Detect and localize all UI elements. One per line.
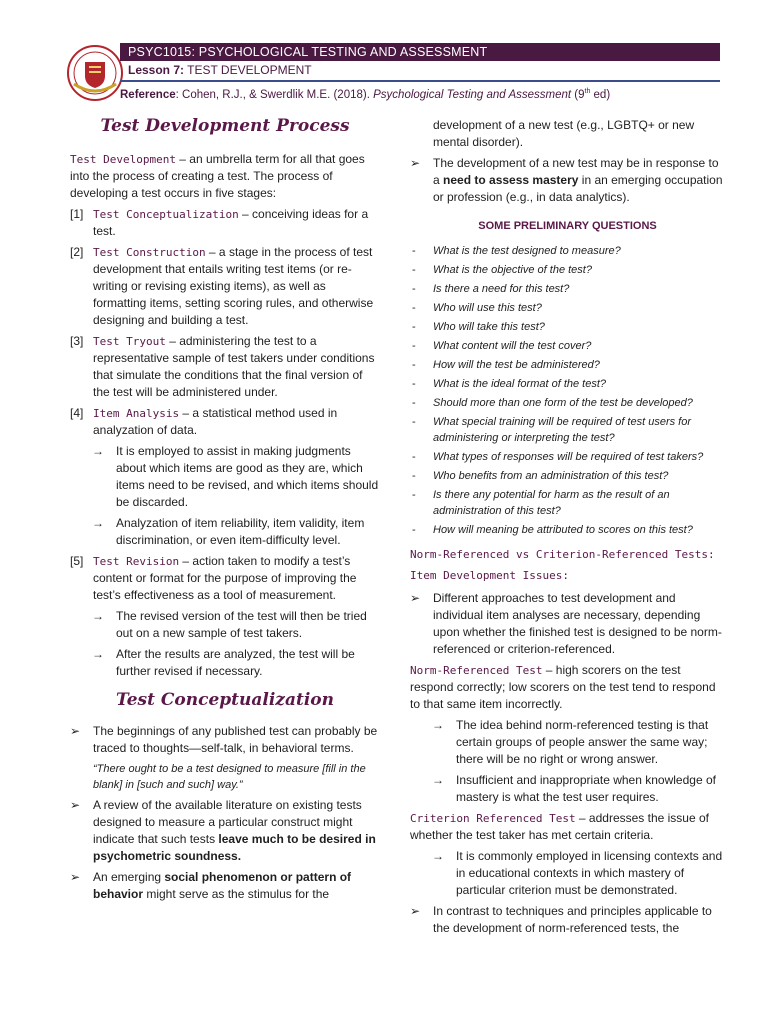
left-column [70,110,380,903]
stage-number: [4] [70,406,84,420]
bullet-item [410,590,725,658]
question-text: What is the ideal format of the test? [433,378,607,390]
arrow-point [70,646,380,680]
reference-edition-sup: th [584,88,591,95]
arrow-icon: → [432,773,444,787]
question-text: Should more than one form of the test be developed? [433,397,693,409]
arrow-point-text: The idea behind norm-referenced testing is that certain groups of people answer the same way; there will be no right or wrong answer. [456,718,709,766]
arrow-point [410,772,725,806]
bullet-item [70,869,380,903]
reference-edition: (9 [571,88,585,101]
continued-paragraph: development of a new test (e.g., LGBTQ+ or new mental disorder). [433,118,695,149]
dash-marker: - [412,416,416,428]
question-item [410,262,725,278]
dash-marker: - [412,264,416,276]
dash-marker: - [412,245,416,257]
stage-term: Test Conceptualization [93,208,239,221]
question-item [410,357,725,373]
dash-marker: - [412,302,416,314]
course-title-bar: PSYC1015: PSYCHOLOGICAL TESTING AND ASSESSMENT [120,43,720,61]
bullet-item [410,903,725,937]
dash-marker: - [412,340,416,352]
bullet-text: Different approaches to test development and individual item analyses are necessary, depending upon whether the finished test is designed to be norm-referenced or criterion-referenced. [433,591,722,656]
question-text: How will the test be administered? [433,359,600,371]
bullet-icon: ➢ [70,724,81,738]
header-rule [120,80,720,82]
dash-marker: - [412,359,416,371]
arrow-point [70,515,380,549]
question-text: Who will use this test? [433,302,542,314]
lesson-name: TEST DEVELOPMENT [187,63,312,77]
criterion-referenced-term: Criterion Referenced Test [410,812,576,825]
criterion-referenced-paragraph [410,810,725,844]
stage-number: [2] [70,245,84,259]
question-text: What special training will be required of test users for administering or interpreting the test? [433,416,692,444]
question-text: Is there a need for this test? [433,283,570,295]
question-item [410,376,725,392]
bullet-text: A review of the available literature on existing tests designed to measure a particular construct might indicate that such tests [93,798,362,846]
bullet-item [410,155,725,206]
question-text: What content will the test cover? [433,340,592,352]
question-item [410,414,725,446]
stage-item [70,244,380,329]
right-column [410,117,725,937]
bullet-item [70,797,380,865]
arrow-point-text: Insufficient and inappropriate when knowledge of mastery is what the test user requires. [456,773,716,804]
norm-referenced-text: – high scorers on the test respond correctly; low scorers on the test tend to respond to that same item incorrectly. [410,663,716,711]
dash-marker: - [412,321,416,333]
dash-marker: - [412,470,416,482]
section-heading-development-process: Test Development Process [100,116,350,136]
intro-paragraph [70,151,380,202]
lesson-title [128,63,312,77]
reference-authors: : Cohen, R.J., & Swerdlik M.E. (2018). [175,88,374,101]
dash-marker: - [412,451,416,463]
dash-marker: - [412,378,416,390]
stage-text: – action taken to modify a test’s content or format for the purpose of improving the test’s effectiveness as a tool of measurement. [93,554,357,602]
arrow-point [410,717,725,768]
bullet-icon: ➢ [410,156,421,170]
stage-item [70,405,380,439]
norm-referenced-term: Norm-Referenced Test [410,664,543,677]
question-item [410,300,725,316]
question-item [410,449,725,465]
question-text: Who will take this test? [433,321,545,333]
bullet-icon: ➢ [410,904,421,918]
bullet-text: In contrast to techniques and principles applicable to the development of norm-referenced tests, the [433,904,712,935]
arrow-point-text: It is employed to assist in making judgments about which items are good as they are, which items need to be revised, and which items should be discarded. [116,444,379,509]
bullet-emphasis: need to assess mastery [443,173,579,187]
question-item [410,243,725,259]
dash-marker: - [412,283,416,295]
arrow-icon: → [92,444,104,458]
dash-marker: - [412,524,416,536]
question-text: How will meaning be attributed to scores on this test? [433,524,693,536]
question-text: Is there any potential for harm as the result of an administration of this test? [433,489,670,517]
stage-text: – conceiving ideas for a test. [93,207,369,238]
stage-term: Test Tryout [93,335,166,348]
question-item [410,468,725,484]
arrow-point [70,608,380,642]
section-heading-conceptualization: Test Conceptualization [116,690,334,710]
arrow-point-text: The revised version of the test will then be tried out on a new sample of test takers. [116,609,367,640]
bullet-text: An emerging [93,870,165,884]
intro-term: Test Development [70,153,176,166]
stage-text: – administering the test to a representative sample of test takers under conditions that simulate the conditions that the final version of the test will be administered under. [93,334,375,399]
arrow-icon: → [432,849,444,863]
bullet-text-end: in an emerging occupation or profession (e.g., in data analytics). [433,173,723,204]
arrow-icon: → [92,647,104,661]
question-item [410,319,725,335]
question-text: Who benefits from an administration of this test? [433,470,669,482]
question-text: What is the objective of the test? [433,264,592,276]
stage-item [70,553,380,604]
question-item [410,338,725,354]
arrow-point-text: After the results are analyzed, the test will be further revised if necessary. [116,647,355,678]
preliminary-questions-title: SOME PRELIMINARY QUESTIONS [478,220,657,232]
reference-title: Psychological Testing and Assessment [373,88,572,101]
bullet-text-end: might serve as the stimulus for the [143,887,330,901]
stage-item [70,333,380,401]
quote-text: “There ought to be a test designed to measure [fill in the blank] in [such and such] way.” [93,763,366,791]
stage-number: [3] [70,334,84,348]
bullet-emphasis: leave much to be desired in psychometric soundness. [93,832,376,863]
dash-marker: - [412,489,416,501]
norm-referenced-paragraph [410,662,725,713]
question-item [410,395,725,411]
stage-number: [5] [70,554,84,568]
stage-text: – a stage in the process of test development that entails writing test items (or re-writing or revising existing items), as well as formatting items, setting scoring rules, and otherwise designing and building a test. [93,245,374,327]
arrow-point-text: It is commonly employed in licensing contexts and in educational contexts in which mastery of particular criterion must be demonstrated. [456,849,723,897]
bullet-icon: ➢ [410,591,421,605]
dash-marker: - [412,397,416,409]
question-item [410,487,725,519]
arrow-point-text: Analyzation of item reliability, item validity, item discrimination, or even item-difficulty level. [116,516,365,547]
arrow-point [410,848,725,899]
arrow-icon: → [92,609,104,623]
arrow-point [70,443,380,511]
question-item [410,281,725,297]
bullet-icon: ➢ [70,870,81,884]
bullet-emphasis: social phenomenon or pattern of behavior [93,870,352,901]
stage-item [70,206,380,240]
question-text: What is the test designed to measure? [433,245,621,257]
question-text: What types of responses will be required of test takers? [433,451,704,463]
bullet-text: The development of a new test may be in response to a [433,156,719,187]
bullet-icon: ➢ [70,798,81,812]
stage-number: [1] [70,207,84,221]
norm-vs-criterion-heading: Norm-Referenced vs Criterion-Referenced Tests: Item Development Issues: [410,548,715,582]
stage-term: Item Analysis [93,407,180,420]
reference-label: Reference [120,88,176,101]
reference-edition-end: ed) [590,88,611,101]
arrow-icon: → [432,718,444,732]
criterion-referenced-text: – addresses the issue of whether the test taker has met certain criteria. [410,811,709,842]
question-item [410,522,725,538]
stage-text: – a statistical method used in analyzation of data. [93,406,338,437]
bullet-item [70,723,380,757]
arrow-icon: → [92,516,104,530]
university-seal-icon [66,44,124,102]
bullet-text: The beginnings of any published test can probably be traced to thoughts—self-talk, in behavioral terms. [93,724,378,755]
reference-line [120,88,610,101]
stage-term: Test Revision [93,555,180,568]
lesson-label: Lesson 7: [128,63,185,77]
intro-text: – an umbrella term for all that goes into the process of creating a test. The process of developing a test occurs in five stages: [70,152,365,200]
stage-term: Test Construction [93,246,206,259]
